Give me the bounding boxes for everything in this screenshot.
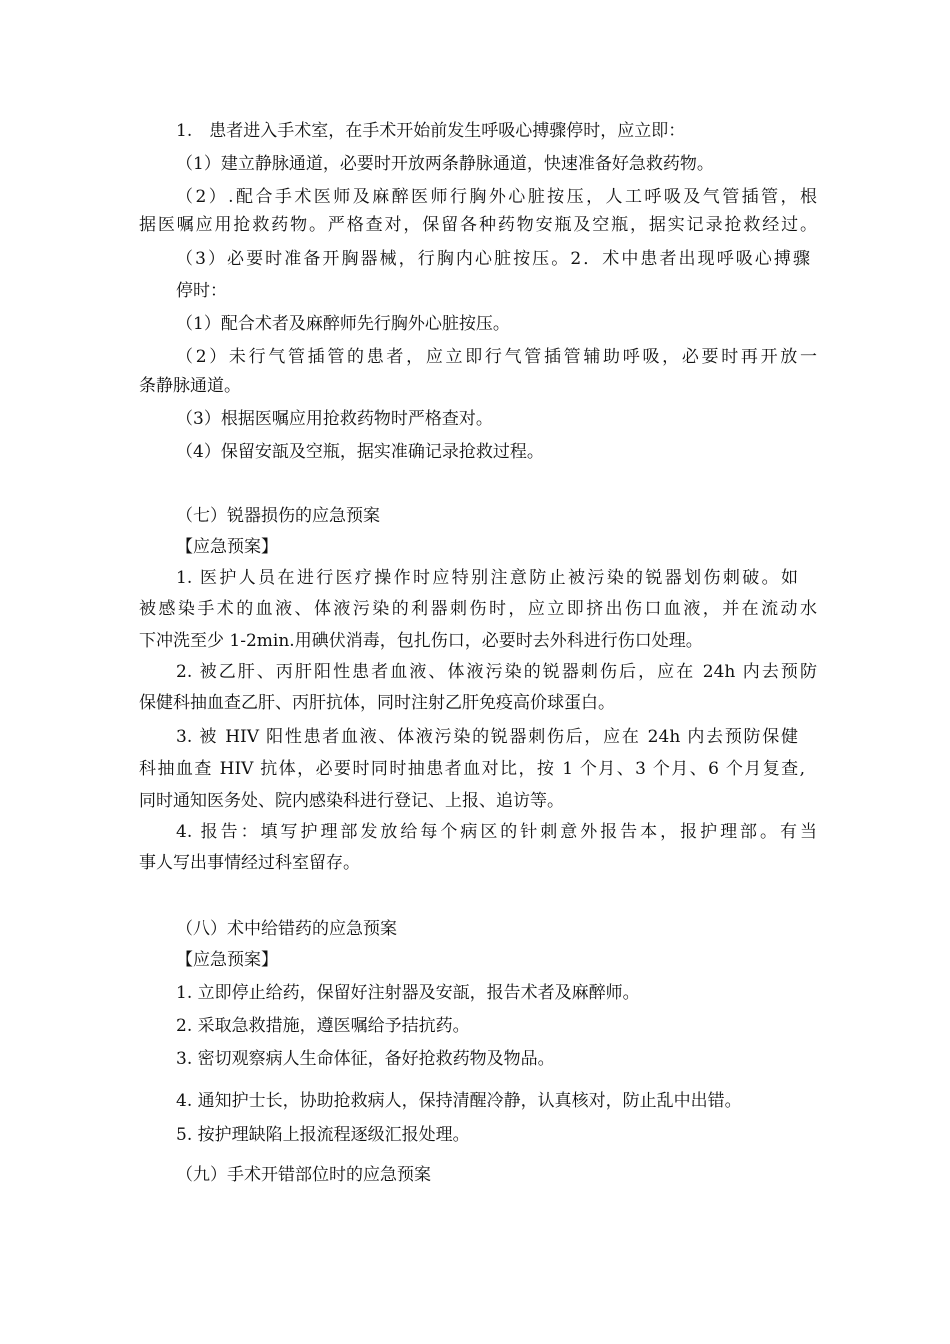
s6-subb1: （1）配合术者及麻醉师先行胸外心脏按压。	[176, 314, 510, 334]
s7-item1-line2: 被感染手术的血液、体液污染的利器刺伤时，应立即挤出伤口血液，并在流动水	[139, 599, 817, 619]
s7-item2-line1: 2. 被乙肝、丙肝阳性患者血液、体液污染的锐器刺伤后，应在 24h 内去预防	[176, 662, 817, 682]
s6-sub1: （1）建立静脉通道，必要时开放两条静脉通道，快速准备好急救药物。	[176, 154, 714, 174]
s6-sub3-line2: 停时：	[176, 281, 227, 301]
s6-sub2-line2: 据医嘱应用抢救药物。严格查对，保留各种药物安瓶及空瓶，据实记录抢救经过。	[139, 215, 817, 235]
s6-subb2-line1: （2）未行气管插管的患者，应立即行气管插管辅助呼吸，必要时再开放一	[176, 347, 817, 367]
s6-sub3-line1: （3）必要时准备开胸器械，行胸内心脏按压。2．术中患者出现呼吸心搏骤	[176, 249, 810, 269]
s6-subb4: （4）保留安瓿及空瓶，据实准确记录抢救过程。	[176, 442, 544, 462]
s7-item3-line1: 3. 被 HIV 阳性患者血液、体液污染的锐器刺伤后，应在 24h 内去预防保健	[176, 727, 798, 747]
s7-title: （七）锐器损伤的应急预案	[176, 506, 380, 526]
s6-subb2-line2: 条静脉通道。	[139, 376, 241, 396]
s8-item3: 3. 密切观察病人生命体征，备好抢救药物及物品。	[176, 1049, 555, 1069]
s7-item1-line3: 下冲洗至少 1-2min.用碘伏消毒，包扎伤口，必要时去外科进行伤口处理。	[139, 631, 703, 651]
s8-title: （八）术中给错药的应急预案	[176, 919, 397, 939]
s8-item5: 5. 按护理缺陷上报流程逐级汇报处理。	[176, 1125, 470, 1145]
s7-item1-line1: 1. 医护人员在进行医疗操作时应特别注意防止被污染的锐器划伤刺破。如	[176, 568, 798, 588]
s9-title: （九）手术开错部位时的应急预案	[176, 1165, 431, 1185]
s6-subb3: （3）根据医嘱应用抢救药物时严格查对。	[176, 409, 493, 429]
s7-item4-line1: 4. 报告：填写护理部发放给每个病区的针刺意外报告本，报护理部。有当	[176, 822, 817, 842]
s8-item4: 4. 通知护士长，协助抢救病人，保持清醒冷静，认真核对，防止乱中出错。	[176, 1091, 742, 1111]
s8-item1: 1. 立即停止给药，保留好注射器及安瓿，报告术者及麻醉师。	[176, 983, 640, 1003]
s7-item2-line2: 保健科抽血查乙肝、丙肝抗体，同时注射乙肝免疫高价球蛋白。	[139, 693, 615, 713]
s7-plan-label: 【应急预案】	[176, 537, 278, 557]
s7-item3-line2: 科抽血查 HIV 抗体，必要时同时抽患者血对比，按 1 个月、3 个月、6 个月复查,	[139, 759, 805, 779]
s7-item3-line3: 同时通知医务处、院内感染科进行登记、上报、追访等。	[139, 791, 564, 811]
s8-item2: 2. 采取急救措施，遵医嘱给予拮抗药。	[176, 1016, 470, 1036]
s6-item1: 1. 患者进入手术室，在手术开始前发生呼吸心搏骤停时，应立即：	[176, 121, 686, 141]
s7-item4-line2: 事人写出事情经过科室留存。	[139, 853, 360, 873]
s6-sub2-line1: （2）.配合手术医师及麻醉医师行胸外心脏按压，人工呼吸及气管插管，根	[176, 187, 817, 207]
s8-plan-label: 【应急预案】	[176, 950, 278, 970]
